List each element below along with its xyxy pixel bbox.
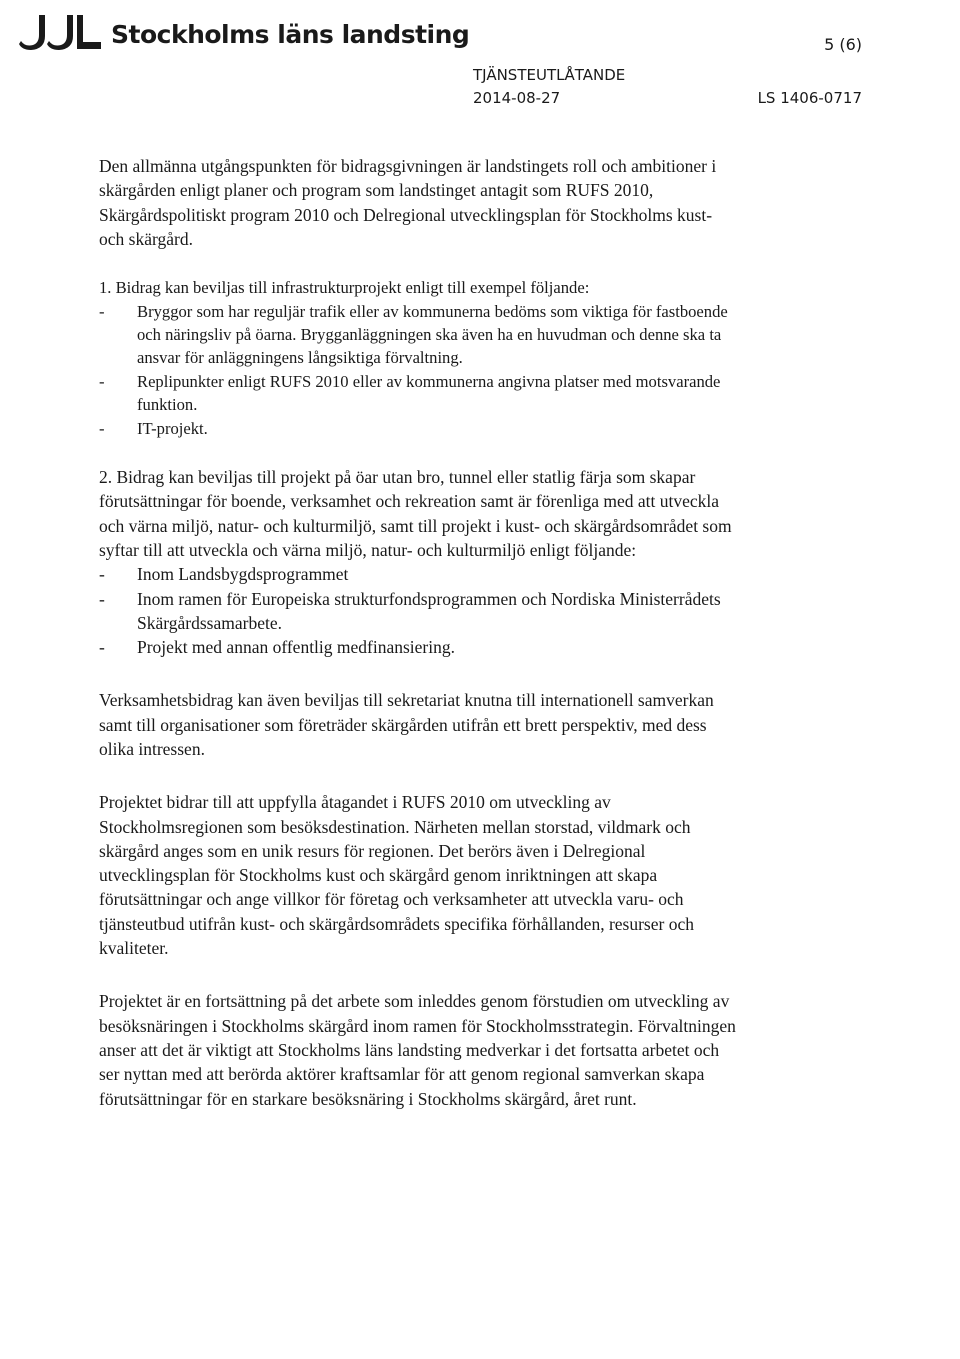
list-item-text: Replipunkter enligt RUFS 2010 eller av kommunerna angivna platser med motsvarande funktion.	[137, 371, 721, 415]
organization-name: Stockholms läns landsting	[111, 20, 470, 49]
list-item	[75, 300, 739, 370]
list-item	[75, 562, 739, 586]
list-item	[75, 587, 739, 636]
section-2-heading: 2. Bidrag kan beviljas till projekt på öar utan bro, tunnel eller statlig färja som skapar förutsättningar för boende, verksamhet och rekreation samt är förenliga med att utveckla och värna miljö, natur- och kulturmiljö, samt till projekt i kust- och skärgårdsområdet som syftar till att utveckla och värna miljö, natur- och kulturmiljö enligt följande:	[99, 467, 732, 560]
bullet-dash: -	[99, 637, 105, 658]
section-2-list	[75, 562, 739, 659]
continuation-paragraph: Projektet är en fortsättning på det arbete som inleddes genom förstudien om utveckling av besöksnäringen i Stockholms skärgård inom ramen för Stockholmsstrategin. Förvaltningen anser att det är viktigt att Stockholms läns landsting medverkar i det fortsatta arbetet och ser nyttan med att berörda aktörer kraftsamlar för att genom regional samverkan skapa förutsättningar för en starkare besöksnäring i Stockholms skärgård, året runt.	[99, 991, 736, 1109]
list-item-text: Inom Landsbygdsprogrammet	[137, 564, 349, 585]
document-type: TJÄNSTEUTLÅTANDE	[473, 66, 626, 84]
list-item-text: Projekt med annan offentlig medfinansiering.	[137, 637, 455, 658]
intro-paragraph: Den allmänna utgångspunkten för bidragsgivningen är landstingets roll och ambitioner i skärgården enligt planer och program som landstinget antagit som RUFS 2010, Skärgårdspolitiskt program 2010 och Delregional utvecklingsplan för Stockholms kust- och skärgård.	[99, 156, 717, 249]
sll-logo-icon	[19, 11, 109, 51]
page-number: 5 (6)	[824, 35, 862, 54]
list-item-text: Bryggor som har reguljär trafik eller av kommunerna bedöms som viktiga för fastboende och näringsliv på öarna. Brygganläggningen ska även ha en huvudman och denne ska ta ansvar för anläggningens långsiktiga förvaltning.	[137, 301, 728, 368]
document-reference: LS 1406-0717	[757, 89, 862, 107]
bullet-dash: -	[99, 564, 105, 585]
list-item	[75, 417, 739, 440]
bullet-dash: -	[99, 371, 105, 391]
bullet-dash: -	[99, 588, 105, 609]
bullet-dash: -	[99, 301, 105, 321]
list-item	[75, 635, 739, 659]
bullet-dash: -	[99, 418, 105, 438]
contribution-paragraph: Projektet bidrar till att uppfylla åtagandet i RUFS 2010 om utveckling av Stockholmsregionen som besöksdestination. Närheten mellan storstad, vildmark och skärgård anges som en unik resurs för regionen. Det berörs även i Delregional utvecklingsplan för Stockholms kust och skärgård genom inriktningen att skapa förutsättningar och ange villkor för företag och verksamheter att utveckla varu- och tjänsteutbud utifrån kust- och skärgårdsområdets specifika förhållanden, resurser och kvaliteter.	[99, 792, 694, 959]
list-item-text: Inom ramen för Europeiska strukturfondsprogrammen och Nordiska Ministerrådets Skärgårdssamarbete.	[137, 588, 721, 633]
list-item	[75, 370, 739, 417]
operations-paragraph: Verksamhetsbidrag kan även beviljas till sekretariat knutna till internationell samverkan samt till organisationer som företräder skärgården utifrån ett brett perspektiv, med dess olika intressen.	[99, 690, 714, 759]
list-item-text: IT-projekt.	[137, 418, 208, 438]
section-1-heading: 1. Bidrag kan beviljas till infrastrukturprojekt enligt till exempel följande:	[99, 278, 590, 298]
document-date: 2014-08-27	[473, 89, 561, 107]
section-2	[99, 465, 739, 659]
document-body	[99, 154, 739, 1111]
section-1-list	[75, 300, 739, 440]
section-1	[99, 276, 739, 440]
